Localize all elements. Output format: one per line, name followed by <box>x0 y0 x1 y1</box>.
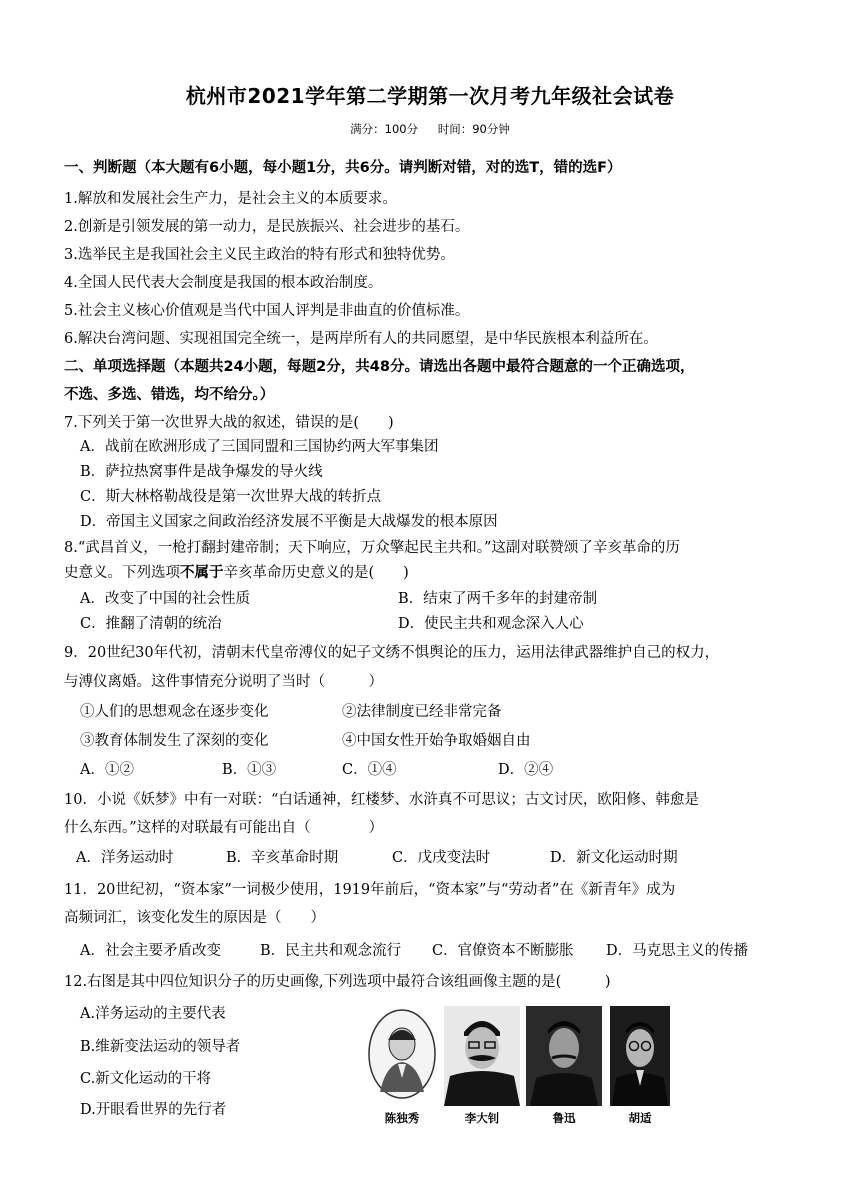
q12-stem: 12.右图是其中四位知识分子的历史画像,下列选项中最符合该组画像主题的是( ) <box>64 974 611 990</box>
q7-option: D．帝国主义国家之间政治经济发展不平衡是大战爆发的根本原因 <box>80 514 498 530</box>
q11-stem: 11．20世纪初，“资本家”一词极少使用，1919年前后，“资本家”与“劳动者”在《新青年》成为 <box>64 882 676 898</box>
exam-time: 时间：90分钟 <box>437 122 510 136</box>
q9-statement: ①人们的思想观念在逐步变化 <box>80 704 269 720</box>
tf-item: 3.选举民主是我国社会主义民主政治的特有形式和独特优势。 <box>64 247 455 263</box>
q12-option: D.开眼看世界的先行者 <box>80 1102 227 1118</box>
portrait-figure <box>366 1006 666 1126</box>
section2-heading: 二、单项选择题（本题共24小题，每题2分，共48分。请选出各题中最符合题意的一个正确选项， <box>64 359 695 375</box>
q8-stem-cont <box>64 563 804 583</box>
q9-stem: 9．20世纪30年代初，清朝末代皇帝溥仪的妃子文绣不惧舆论的压力，运用法律武器维护自己的权力， <box>64 645 720 661</box>
q12-option: C.新文化运动的干将 <box>80 1071 212 1087</box>
portrait-li-dazhao <box>444 1006 520 1106</box>
portrait-lu-xun <box>526 1006 602 1106</box>
q8-option: C．推翻了清朝的统治 <box>80 616 222 632</box>
full-score: 满分：100分 <box>350 122 419 136</box>
q7-option: B．萨拉热窝事件是战争爆发的导火线 <box>80 464 323 480</box>
tf-item: 1.解放和发展社会生产力，是社会主义的本质要求。 <box>64 191 397 207</box>
tf-item: 6.解决台湾问题、实现祖国完全统一，是两岸所有人的共同愿望，是中华民族根本利益所在。 <box>64 331 658 347</box>
q10-option: B．辛亥革命时期 <box>226 850 339 866</box>
q11-option: C．官僚资本不断膨胀 <box>432 943 574 959</box>
q8-stem-text: 史意义。下列选项 <box>64 565 180 581</box>
portrait-chen-duxiu <box>366 1006 438 1106</box>
exam-info <box>0 121 860 137</box>
section1-heading: 一、判断题（本大题有6小题，每小题1分，共6分。请判断对错，对的选T，错的选F） <box>64 160 622 176</box>
q7-option: A．战前在欧洲形成了三国同盟和三国协约两大军事集团 <box>80 439 439 455</box>
portrait-hu-shi <box>610 1006 670 1106</box>
q12-option: B.维新变法运动的领导者 <box>80 1039 241 1055</box>
caption-lu-xun: 鲁迅 <box>552 1111 576 1125</box>
q9-stem-cont: 与溥仪离婚。这件事情充分说明了当时（ ） <box>64 674 383 690</box>
q12-option: A.洋务运动的主要代表 <box>80 1006 226 1022</box>
tf-item: 4.全国人民代表大会制度是我国的根本政治制度。 <box>64 275 383 291</box>
q10-stem: 10．小说《妖梦》中有一对联：“白话通神，红楼梦、水浒真不可思议；古文讨厌，欧阳修、韩愈是 <box>64 792 699 808</box>
q10-option: C．戊戌变法时 <box>392 850 491 866</box>
caption-chen-duxiu: 陈独秀 <box>384 1111 420 1125</box>
q9-option: C．①④ <box>342 762 397 778</box>
q9-option: D．②④ <box>498 762 554 778</box>
q7-stem: 7.下列关于第一次世界大战的叙述，错误的是( ) <box>64 415 394 431</box>
q8-option: A．改变了中国的社会性质 <box>80 591 250 607</box>
q8-stem-text: 辛亥革命历史意义的是( ) <box>223 565 409 581</box>
q10-option: D．新文化运动时期 <box>550 850 678 866</box>
q11-option: A．社会主要矛盾改变 <box>80 943 221 959</box>
q11-option: B．民主共和观念流行 <box>260 943 402 959</box>
q9-statement: ③教育体制发生了深刻的变化 <box>80 733 269 749</box>
q11-option: D．马克思主义的传播 <box>606 943 749 959</box>
page-title: 杭州市2021学年第二学期第一次月考九年级社会试卷 <box>185 84 675 108</box>
q9-statement: ②法律制度已经非常完备 <box>342 704 502 720</box>
q9-option: A．①② <box>80 762 134 778</box>
q11-stem-cont: 高频词汇，该变化发生的原因是（ ） <box>64 910 325 926</box>
q8-stem: 8.“武昌首义，一枪打翻封建帝制；天下响应，万众擎起民主共和。”这副对联赞颂了辛亥革命的历 <box>64 540 680 556</box>
q8-option: B．结束了两千多年的封建帝制 <box>398 591 598 607</box>
caption-li-dazhao: 李大钊 <box>464 1111 500 1125</box>
section2-heading-cont: 不选、多选、错选，均不给分。） <box>64 387 275 403</box>
tf-item: 2.创新是引领发展的第一动力，是民族振兴、社会进步的基石。 <box>64 219 470 235</box>
q10-stem-cont: 什么东西。”这样的对联最有可能出自（ ） <box>64 820 384 836</box>
tf-item: 5.社会主义核心价值观是当代中国人评判是非曲直的价值标准。 <box>64 303 470 319</box>
q8-emphasis: 不属于 <box>180 565 224 581</box>
q10-option: A．洋务运动时 <box>76 850 174 866</box>
q9-option: B．①③ <box>222 762 277 778</box>
q9-statement: ④中国女性开始争取婚姻自由 <box>342 733 531 749</box>
q8-option: D．使民主共和观念深入人心 <box>398 616 584 632</box>
caption-hu-shi: 胡适 <box>628 1111 652 1125</box>
q7-option: C．斯大林格勒战役是第一次世界大战的转折点 <box>80 489 382 505</box>
